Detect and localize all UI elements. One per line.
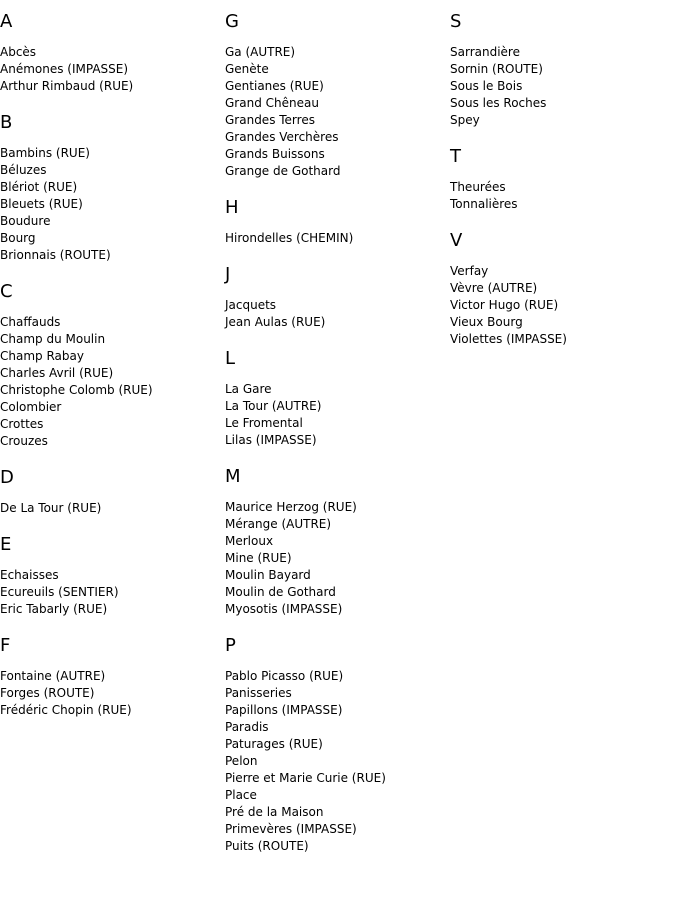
street-link[interactable]: Paradis [225,720,269,734]
street-link[interactable]: Lilas (IMPASSE) [225,433,317,447]
letter-section [0,468,225,517]
street-link[interactable]: Echaisses [0,568,59,582]
street-link[interactable]: Maurice Herzog (RUE) [225,500,357,514]
street-link[interactable]: Place [225,788,257,802]
letter-section [450,147,675,213]
street-link[interactable]: Verfay [450,264,489,278]
street-link[interactable]: Gentianes (RUE) [225,79,324,93]
street-list [0,314,225,450]
letter-section [0,113,225,264]
street-link[interactable]: Moulin de Gothard [225,585,336,599]
street-link[interactable]: Theurées [450,180,506,194]
street-link[interactable]: Eric Tabarly (RUE) [0,602,108,616]
street-link[interactable]: Mérange (AUTRE) [225,517,332,531]
letter-section [450,12,675,129]
street-link[interactable]: Béluzes [0,163,47,177]
street-list [0,567,225,618]
street-link[interactable]: Bambins (RUE) [0,146,90,160]
street-link[interactable]: Pré de la Maison [225,805,324,819]
street-list [450,179,675,213]
street-link[interactable]: Brionnais (ROUTE) [0,248,111,262]
street-list [225,44,450,180]
street-link[interactable]: Grange de Gothard [225,164,341,178]
street-link[interactable]: Grandes Terres [225,113,315,127]
section-letter-heading: G [225,11,239,32]
street-link[interactable]: Sous les Roches [450,96,547,110]
letter-section [225,12,450,180]
street-link[interactable]: Jacquets [225,298,277,312]
street-list [450,44,675,129]
section-letter-heading: D [0,467,14,488]
letter-section [225,265,450,331]
street-link[interactable]: Ecureuils (SENTIER) [0,585,119,599]
street-link[interactable]: De La Tour (RUE) [0,501,102,515]
street-link[interactable]: Jean Aulas (RUE) [225,315,326,329]
street-link[interactable]: Tonnalières [450,197,518,211]
street-link[interactable]: Charles Avril (RUE) [0,366,114,380]
street-link[interactable]: Victor Hugo (RUE) [450,298,559,312]
street-link[interactable]: Sarrandière [450,45,520,59]
street-list [0,145,225,264]
letter-section [0,636,225,719]
street-link[interactable]: Forges (ROUTE) [0,686,95,700]
section-letter-heading: E [0,534,12,555]
letter-section [225,636,450,855]
street-link[interactable]: Myosotis (IMPASSE) [225,602,343,616]
street-link[interactable]: Hirondelles (CHEMIN) [225,231,354,245]
street-link[interactable]: Vieux Bourg [450,315,523,329]
street-link[interactable]: Ga (AUTRE) [225,45,296,59]
street-link[interactable]: Boudure [0,214,51,228]
street-link[interactable]: Abcès [0,45,37,59]
letter-section [0,12,225,95]
street-index-column-1 [0,12,225,737]
section-letter-heading: M [225,466,241,487]
street-link[interactable]: Vèvre (AUTRE) [450,281,538,295]
street-link[interactable]: Sornin (ROUTE) [450,62,543,76]
street-link[interactable]: La Tour (AUTRE) [225,399,322,413]
street-link[interactable]: Crottes [0,417,44,431]
letter-section [225,467,450,618]
street-link[interactable]: Puits (ROUTE) [225,839,309,853]
section-letter-heading: J [225,264,231,285]
street-list [225,499,450,618]
street-link[interactable]: Violettes (IMPASSE) [450,332,567,346]
section-letter-heading: L [225,348,236,369]
street-link[interactable]: Bleuets (RUE) [0,197,83,211]
street-link[interactable]: Grand Chêneau [225,96,319,110]
section-letter-heading: P [225,635,236,656]
street-link[interactable]: Mine (RUE) [225,551,292,565]
street-index-column-3 [450,12,675,366]
street-link[interactable]: Pierre et Marie Curie (RUE) [225,771,386,785]
street-list [450,263,675,348]
street-link[interactable]: Grandes Verchères [225,130,339,144]
street-link[interactable]: Pelon [225,754,258,768]
street-link[interactable]: Colombier [0,400,62,414]
street-link[interactable]: Papillons (IMPASSE) [225,703,343,717]
letter-section [0,282,225,450]
street-list [0,668,225,719]
street-list [225,230,450,247]
section-letter-heading: T [450,146,461,167]
letter-section [225,198,450,247]
street-link[interactable]: Paturages (RUE) [225,737,323,751]
street-link[interactable]: Genète [225,62,269,76]
street-link[interactable]: Blériot (RUE) [0,180,78,194]
street-link[interactable]: Champ Rabay [0,349,84,363]
section-letter-heading: C [0,281,13,302]
street-link[interactable]: Bourg [0,231,36,245]
street-list [225,381,450,449]
street-link[interactable]: Merloux [225,534,274,548]
street-link[interactable]: Moulin Bayard [225,568,311,582]
section-letter-heading: B [0,112,13,133]
street-link[interactable]: Champ du Moulin [0,332,106,346]
street-link[interactable]: Panisseries [225,686,292,700]
street-link[interactable]: Spey [450,113,480,127]
street-link[interactable]: Anémones (IMPASSE) [0,62,129,76]
street-list [225,297,450,331]
street-link[interactable]: Grands Buissons [225,147,325,161]
section-letter-heading: A [0,11,13,32]
street-link[interactable]: Chaffauds [0,315,61,329]
letter-section [0,535,225,618]
section-letter-heading: H [225,197,239,218]
street-link[interactable]: Arthur Rimbaud (RUE) [0,79,134,93]
street-link[interactable]: Pablo Picasso (RUE) [225,669,344,683]
letter-section [225,349,450,449]
street-link[interactable]: Sous le Bois [450,79,523,93]
street-link[interactable]: Frédéric Chopin (RUE) [0,703,132,717]
street-list [0,500,225,517]
street-index-column-2 [225,12,450,873]
street-link[interactable]: Fontaine (AUTRE) [0,669,106,683]
section-letter-heading: S [450,11,462,32]
section-letter-heading: V [450,230,463,251]
street-list [0,44,225,95]
street-link[interactable]: Primevères (IMPASSE) [225,822,357,836]
street-list [225,668,450,855]
section-letter-heading: F [0,635,11,656]
street-link[interactable]: Christophe Colomb (RUE) [0,383,153,397]
street-link[interactable]: La Gare [225,382,272,396]
street-link[interactable]: Crouzes [0,434,48,448]
letter-section [450,231,675,348]
street-link[interactable]: Le Fromental [225,416,303,430]
